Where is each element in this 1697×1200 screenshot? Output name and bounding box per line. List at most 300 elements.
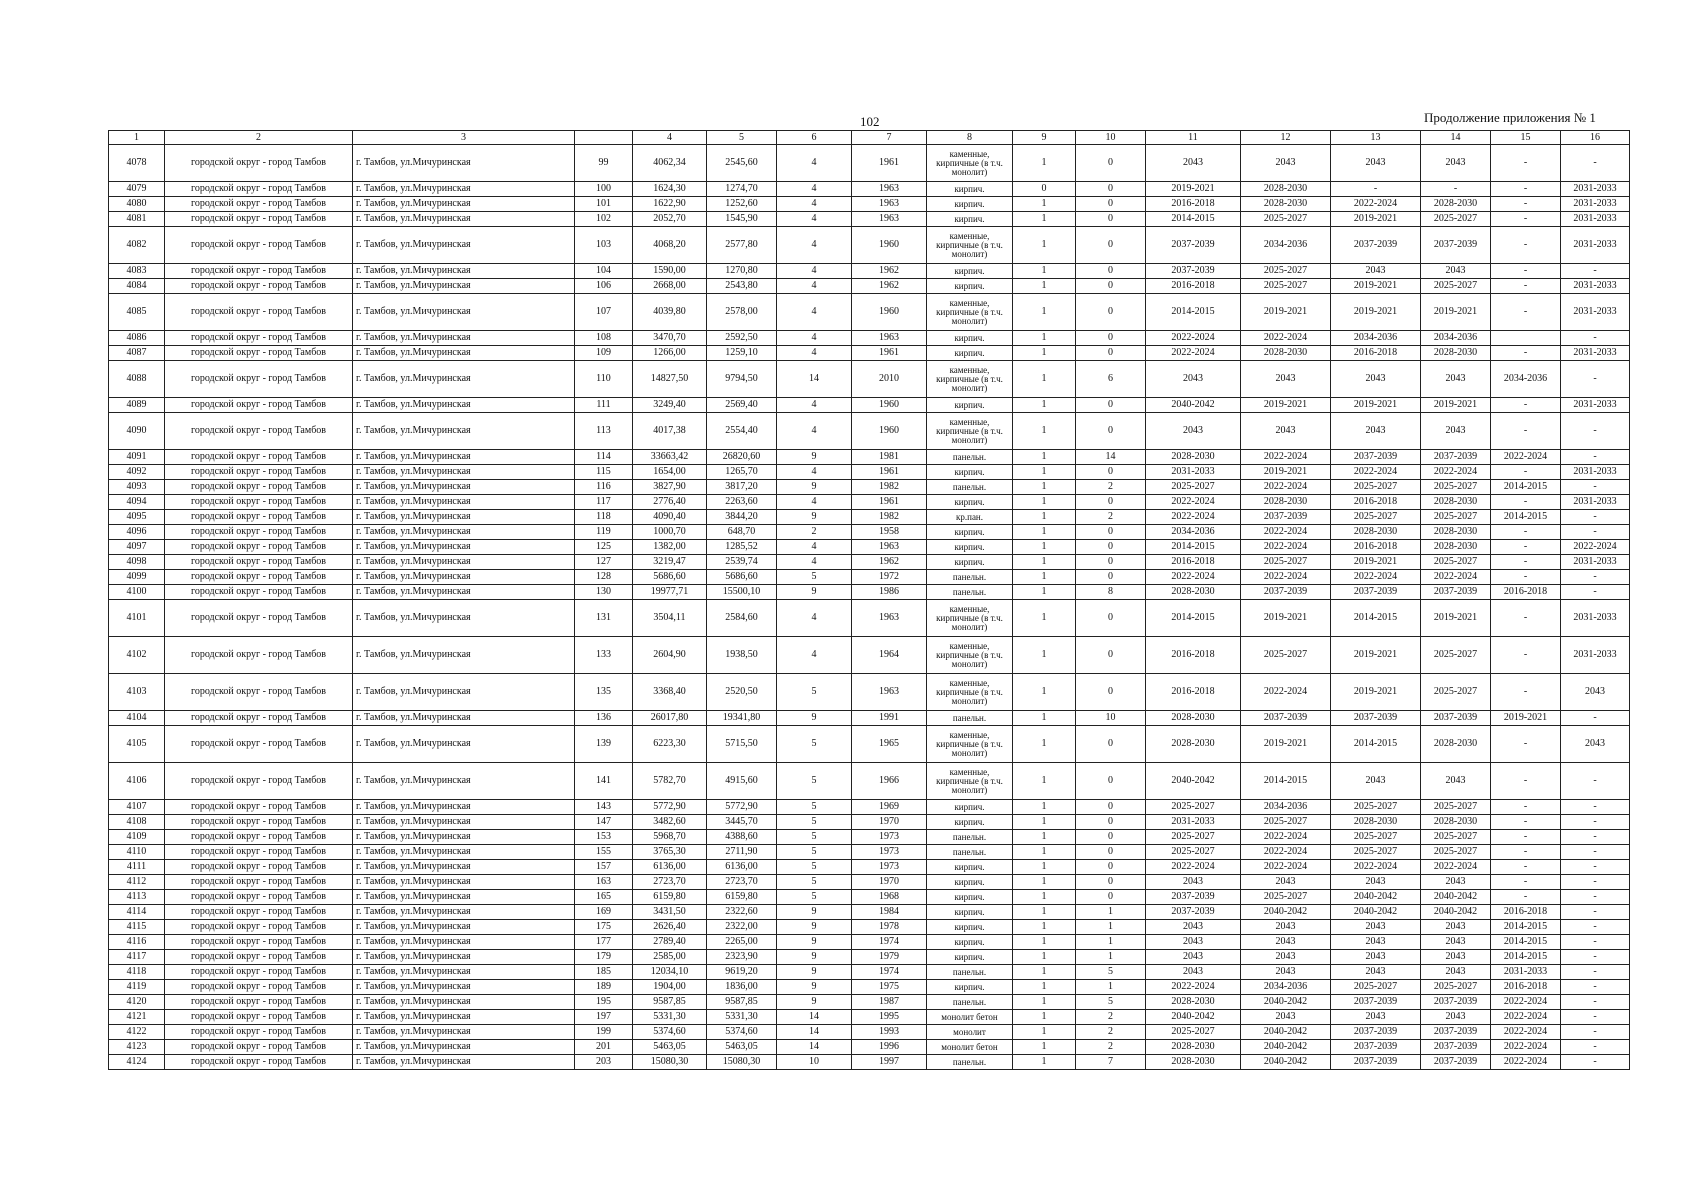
col-12-cell: 2043 (1241, 920, 1331, 935)
wall-material-cell: панельн. (927, 995, 1013, 1010)
municipality-cell: городской округ - город Тамбов (165, 980, 353, 995)
address-cell: г. Тамбов, ул.Мичуринская (353, 845, 575, 860)
total-area-cell: 2052,70 (633, 212, 707, 227)
table-row (109, 413, 1630, 450)
house-number-cell: 185 (575, 965, 633, 980)
wall-material-cell: кирпич. (927, 465, 1013, 480)
total-area-cell: 6223,30 (633, 726, 707, 763)
record-number-cell: 4084 (109, 279, 165, 294)
col-16-cell: - (1561, 570, 1630, 585)
col-10-cell: 0 (1076, 830, 1146, 845)
address-cell: г. Тамбов, ул.Мичуринская (353, 279, 575, 294)
floors-cell: 5 (777, 800, 852, 815)
col-12-cell: 2034-2036 (1241, 227, 1331, 264)
living-area-cell: 15500,10 (707, 585, 777, 600)
house-number-cell: 103 (575, 227, 633, 264)
total-area-cell: 1382,00 (633, 540, 707, 555)
living-area-cell: 5374,60 (707, 1025, 777, 1040)
municipality-cell: городской округ - город Тамбов (165, 279, 353, 294)
house-number-cell: 143 (575, 800, 633, 815)
col-12-cell: 2025-2027 (1241, 815, 1331, 830)
col-10-cell: 0 (1076, 465, 1146, 480)
table-row (109, 145, 1630, 182)
house-number-cell: 203 (575, 1055, 633, 1070)
record-number-cell: 4078 (109, 145, 165, 182)
year-built-cell: 2010 (852, 361, 927, 398)
year-built-cell: 1961 (852, 495, 927, 510)
total-area-cell: 3482,60 (633, 815, 707, 830)
total-area-cell: 5968,70 (633, 830, 707, 845)
col-13-cell: 2043 (1331, 1010, 1421, 1025)
total-area-cell: 1654,00 (633, 465, 707, 480)
living-area-cell: 5686,60 (707, 570, 777, 585)
col-12-cell: 2019-2021 (1241, 465, 1331, 480)
municipality-cell: городской округ - город Тамбов (165, 1055, 353, 1070)
municipality-cell: городской округ - город Тамбов (165, 480, 353, 495)
house-number-cell: 101 (575, 197, 633, 212)
col-13-cell: 2043 (1331, 950, 1421, 965)
col-15-cell: 2022-2024 (1491, 1040, 1561, 1055)
col-16-cell: 2031-2033 (1561, 197, 1630, 212)
house-number-cell: 100 (575, 182, 633, 197)
floors-cell: 4 (777, 600, 852, 637)
col-10-cell: 1 (1076, 905, 1146, 920)
year-built-cell: 1975 (852, 980, 927, 995)
municipality-cell: городской округ - город Тамбов (165, 890, 353, 905)
floors-cell: 9 (777, 905, 852, 920)
col-14-cell: 2043 (1421, 935, 1491, 950)
house-number-cell: 102 (575, 212, 633, 227)
record-number-cell: 4115 (109, 920, 165, 935)
municipality-cell: городской округ - город Тамбов (165, 920, 353, 935)
table-row (109, 540, 1630, 555)
col-13-cell: 2037-2039 (1331, 585, 1421, 600)
col-9-cell: 1 (1013, 264, 1076, 279)
house-number-cell: 116 (575, 480, 633, 495)
table-row (109, 480, 1630, 495)
living-area-cell: 1265,70 (707, 465, 777, 480)
col-10-cell: 0 (1076, 555, 1146, 570)
column-number-row (109, 131, 1630, 145)
col-14-cell: 2028-2030 (1421, 197, 1491, 212)
col-11-cell: 2040-2042 (1146, 398, 1241, 413)
table-row (109, 711, 1630, 726)
floors-cell: 9 (777, 935, 852, 950)
record-number-cell: 4110 (109, 845, 165, 860)
house-number-cell: 157 (575, 860, 633, 875)
col-14-cell: 2037-2039 (1421, 227, 1491, 264)
year-built-cell: 1961 (852, 465, 927, 480)
col-14-cell: 2025-2027 (1421, 674, 1491, 711)
house-number-cell: 201 (575, 1040, 633, 1055)
wall-material-cell: каменные, кирпичные (в т.ч. монолит) (927, 674, 1013, 711)
col-13-cell: 2025-2027 (1331, 510, 1421, 525)
municipality-cell: городской округ - город Тамбов (165, 346, 353, 361)
year-built-cell: 1970 (852, 815, 927, 830)
col-16-cell: - (1561, 995, 1630, 1010)
year-built-cell: 1964 (852, 637, 927, 674)
col-12-cell: 2025-2027 (1241, 637, 1331, 674)
total-area-cell: 19977,71 (633, 585, 707, 600)
living-area-cell: 2711,90 (707, 845, 777, 860)
col-16-cell: - (1561, 980, 1630, 995)
col-9-cell: 1 (1013, 495, 1076, 510)
table-row (109, 600, 1630, 637)
wall-material-cell: кирпич. (927, 495, 1013, 510)
col-14-cell: 2019-2021 (1421, 294, 1491, 331)
col-9-cell: 1 (1013, 197, 1076, 212)
living-area-cell: 648,70 (707, 525, 777, 540)
floors-cell: 9 (777, 585, 852, 600)
col-15-cell: 2034-2036 (1491, 361, 1561, 398)
municipality-cell: городской округ - город Тамбов (165, 413, 353, 450)
col-9-cell: 1 (1013, 413, 1076, 450)
floors-cell: 5 (777, 830, 852, 845)
col-10-cell: 5 (1076, 965, 1146, 980)
table-row (109, 1025, 1630, 1040)
col-10-cell: 7 (1076, 1055, 1146, 1070)
col-12-cell: 2037-2039 (1241, 711, 1331, 726)
col-13-cell: 2019-2021 (1331, 398, 1421, 413)
table-row (109, 1010, 1630, 1025)
col-12-cell: 2040-2042 (1241, 1055, 1331, 1070)
col-10-cell: 0 (1076, 726, 1146, 763)
living-area-cell: 19341,80 (707, 711, 777, 726)
col-14-cell: 2025-2027 (1421, 212, 1491, 227)
year-built-cell: 1974 (852, 935, 927, 950)
col-13-cell: 2034-2036 (1331, 331, 1421, 346)
address-cell: г. Тамбов, ул.Мичуринская (353, 830, 575, 845)
year-built-cell: 1968 (852, 890, 927, 905)
record-number-cell: 4121 (109, 1010, 165, 1025)
wall-material-cell: кирпич. (927, 890, 1013, 905)
municipality-cell: городской округ - город Тамбов (165, 450, 353, 465)
address-cell: г. Тамбов, ул.Мичуринская (353, 331, 575, 346)
col-10-cell: 2 (1076, 1040, 1146, 1055)
year-built-cell: 1961 (852, 346, 927, 361)
col-10-cell: 2 (1076, 510, 1146, 525)
col-15-cell: 2014-2015 (1491, 480, 1561, 495)
municipality-cell: городской округ - город Тамбов (165, 510, 353, 525)
record-number-cell: 4105 (109, 726, 165, 763)
col-15-cell: - (1491, 495, 1561, 510)
wall-material-cell: кирпич. (927, 264, 1013, 279)
col-14-cell: 2025-2027 (1421, 279, 1491, 294)
wall-material-cell: кирпич. (927, 346, 1013, 361)
col-9-cell: 1 (1013, 212, 1076, 227)
table-row (109, 830, 1630, 845)
col-11-cell: 2016-2018 (1146, 674, 1241, 711)
col-12-cell: 2019-2021 (1241, 398, 1331, 413)
col-11-cell: 2022-2024 (1146, 495, 1241, 510)
col-13-cell: 2037-2039 (1331, 450, 1421, 465)
house-number-cell: 189 (575, 980, 633, 995)
col-9-cell: 1 (1013, 145, 1076, 182)
col-14-cell: 2022-2024 (1421, 570, 1491, 585)
living-area-cell: 6159,80 (707, 890, 777, 905)
col-15-cell (1491, 331, 1561, 346)
table-row (109, 510, 1630, 525)
record-number-cell: 4113 (109, 890, 165, 905)
col-9-cell: 1 (1013, 800, 1076, 815)
year-built-cell: 1982 (852, 480, 927, 495)
col-9-cell: 1 (1013, 890, 1076, 905)
municipality-cell: городской округ - город Тамбов (165, 845, 353, 860)
year-built-cell: 1996 (852, 1040, 927, 1055)
floors-cell: 4 (777, 197, 852, 212)
address-cell: г. Тамбов, ул.Мичуринская (353, 227, 575, 264)
wall-material-cell: панельн. (927, 570, 1013, 585)
total-area-cell: 26017,80 (633, 711, 707, 726)
col-15-cell: 2022-2024 (1491, 1055, 1561, 1070)
col-9-cell: 1 (1013, 510, 1076, 525)
house-number-cell: 125 (575, 540, 633, 555)
col-13-cell: 2043 (1331, 413, 1421, 450)
total-area-cell: 2668,00 (633, 279, 707, 294)
col-10-cell: 0 (1076, 845, 1146, 860)
record-number-cell: 4123 (109, 1040, 165, 1055)
record-number-cell: 4087 (109, 346, 165, 361)
address-cell: г. Тамбов, ул.Мичуринская (353, 145, 575, 182)
table-row (109, 279, 1630, 294)
wall-material-cell: панельн. (927, 711, 1013, 726)
col-16-cell: - (1561, 1010, 1630, 1025)
municipality-cell: городской округ - город Тамбов (165, 145, 353, 182)
col-15-cell: - (1491, 212, 1561, 227)
year-built-cell: 1966 (852, 763, 927, 800)
col-15-cell: 2014-2015 (1491, 510, 1561, 525)
record-number-cell: 4120 (109, 995, 165, 1010)
wall-material-cell: кирпич. (927, 398, 1013, 413)
house-number-cell: 110 (575, 361, 633, 398)
record-number-cell: 4097 (109, 540, 165, 555)
col-9-cell: 1 (1013, 1025, 1076, 1040)
floors-cell: 5 (777, 845, 852, 860)
page-number: 102 (860, 114, 880, 129)
address-cell: г. Тамбов, ул.Мичуринская (353, 450, 575, 465)
col-12-cell: 2025-2027 (1241, 279, 1331, 294)
wall-material-cell: монолит бетон (927, 1010, 1013, 1025)
col-9-cell: 1 (1013, 398, 1076, 413)
col-16-cell: - (1561, 361, 1630, 398)
col-12-cell: 2022-2024 (1241, 860, 1331, 875)
column-header (575, 131, 633, 145)
col-9-cell: 1 (1013, 980, 1076, 995)
floors-cell: 5 (777, 815, 852, 830)
table-row (109, 726, 1630, 763)
col-15-cell: - (1491, 763, 1561, 800)
floors-cell: 4 (777, 294, 852, 331)
col-10-cell: 0 (1076, 875, 1146, 890)
living-area-cell: 2578,00 (707, 294, 777, 331)
table-row (109, 800, 1630, 815)
total-area-cell: 1624,30 (633, 182, 707, 197)
record-number-cell: 4095 (109, 510, 165, 525)
record-number-cell: 4104 (109, 711, 165, 726)
address-cell: г. Тамбов, ул.Мичуринская (353, 905, 575, 920)
wall-material-cell: каменные, кирпичные (в т.ч. монолит) (927, 361, 1013, 398)
col-14-cell: 2022-2024 (1421, 465, 1491, 480)
col-16-cell: - (1561, 525, 1630, 540)
house-number-cell: 114 (575, 450, 633, 465)
col-10-cell: 0 (1076, 815, 1146, 830)
col-15-cell: 2016-2018 (1491, 980, 1561, 995)
address-cell: г. Тамбов, ул.Мичуринская (353, 346, 575, 361)
year-built-cell: 1973 (852, 830, 927, 845)
record-number-cell: 4081 (109, 212, 165, 227)
address-cell: г. Тамбов, ул.Мичуринская (353, 711, 575, 726)
table-row (109, 905, 1630, 920)
col-14-cell: 2025-2027 (1421, 830, 1491, 845)
living-area-cell: 5463,05 (707, 1040, 777, 1055)
address-cell: г. Тамбов, ул.Мичуринская (353, 674, 575, 711)
address-cell: г. Тамбов, ул.Мичуринская (353, 465, 575, 480)
house-number-cell: 136 (575, 711, 633, 726)
col-9-cell: 1 (1013, 674, 1076, 711)
col-15-cell: - (1491, 197, 1561, 212)
col-15-cell: - (1491, 540, 1561, 555)
col-13-cell: 2022-2024 (1331, 570, 1421, 585)
municipality-cell: городской округ - город Тамбов (165, 763, 353, 800)
year-built-cell: 1963 (852, 212, 927, 227)
table-row (109, 555, 1630, 570)
col-11-cell: 2043 (1146, 920, 1241, 935)
house-number-cell: 163 (575, 875, 633, 890)
col-11-cell: 2028-2030 (1146, 450, 1241, 465)
municipality-cell: городской округ - город Тамбов (165, 398, 353, 413)
municipality-cell: городской округ - город Тамбов (165, 711, 353, 726)
total-area-cell: 5331,30 (633, 1010, 707, 1025)
year-built-cell: 1997 (852, 1055, 927, 1070)
address-cell: г. Тамбов, ул.Мичуринская (353, 361, 575, 398)
col-12-cell: 2028-2030 (1241, 197, 1331, 212)
col-10-cell: 0 (1076, 763, 1146, 800)
col-12-cell: 2043 (1241, 935, 1331, 950)
col-9-cell: 1 (1013, 294, 1076, 331)
col-14-cell: 2019-2021 (1421, 398, 1491, 413)
table-row (109, 995, 1630, 1010)
floors-cell: 10 (777, 1055, 852, 1070)
wall-material-cell: кирпич. (927, 875, 1013, 890)
col-15-cell: - (1491, 600, 1561, 637)
table-row (109, 875, 1630, 890)
address-cell: г. Тамбов, ул.Мичуринская (353, 570, 575, 585)
table-row (109, 815, 1630, 830)
year-built-cell: 1965 (852, 726, 927, 763)
col-12-cell: 2043 (1241, 361, 1331, 398)
address-cell: г. Тамбов, ул.Мичуринская (353, 1040, 575, 1055)
col-9-cell: 1 (1013, 763, 1076, 800)
col-9-cell: 1 (1013, 950, 1076, 965)
living-area-cell: 2323,90 (707, 950, 777, 965)
record-number-cell: 4124 (109, 1055, 165, 1070)
address-cell: г. Тамбов, ул.Мичуринская (353, 600, 575, 637)
col-10-cell: 0 (1076, 800, 1146, 815)
col-16-cell: - (1561, 585, 1630, 600)
living-area-cell: 1259,10 (707, 346, 777, 361)
table-row (109, 450, 1630, 465)
col-10-cell: 2 (1076, 480, 1146, 495)
year-built-cell: 1960 (852, 398, 927, 413)
wall-material-cell: кирпич. (927, 905, 1013, 920)
address-cell: г. Тамбов, ул.Мичуринская (353, 637, 575, 674)
living-area-cell: 4388,60 (707, 830, 777, 845)
col-14-cell: 2019-2021 (1421, 600, 1491, 637)
record-number-cell: 4117 (109, 950, 165, 965)
municipality-cell: городской округ - город Тамбов (165, 182, 353, 197)
total-area-cell: 3765,30 (633, 845, 707, 860)
col-11-cell: 2028-2030 (1146, 995, 1241, 1010)
municipality-cell: городской округ - город Тамбов (165, 465, 353, 480)
col-14-cell: 2043 (1421, 264, 1491, 279)
col-9-cell: 1 (1013, 570, 1076, 585)
table-row (109, 980, 1630, 995)
address-cell: г. Тамбов, ул.Мичуринская (353, 480, 575, 495)
year-built-cell: 1958 (852, 525, 927, 540)
table-row (109, 495, 1630, 510)
col-14-cell: 2043 (1421, 763, 1491, 800)
col-13-cell: 2043 (1331, 361, 1421, 398)
col-13-cell: 2016-2018 (1331, 495, 1421, 510)
table-row (109, 227, 1630, 264)
wall-material-cell: кирпич. (927, 800, 1013, 815)
total-area-cell: 33663,42 (633, 450, 707, 465)
living-area-cell: 1545,90 (707, 212, 777, 227)
housing-register-table (108, 130, 1630, 1070)
living-area-cell: 2263,60 (707, 495, 777, 510)
living-area-cell: 5715,50 (707, 726, 777, 763)
col-12-cell: 2022-2024 (1241, 480, 1331, 495)
year-built-cell: 1963 (852, 182, 927, 197)
col-16-cell: - (1561, 763, 1630, 800)
col-16-cell: 2031-2033 (1561, 346, 1630, 361)
house-number-cell: 107 (575, 294, 633, 331)
wall-material-cell: каменные, кирпичные (в т.ч. монолит) (927, 294, 1013, 331)
col-11-cell: 2025-2027 (1146, 1025, 1241, 1040)
col-16-cell: - (1561, 413, 1630, 450)
living-area-cell: 9587,85 (707, 995, 777, 1010)
municipality-cell: городской округ - город Тамбов (165, 525, 353, 540)
record-number-cell: 4094 (109, 495, 165, 510)
col-14-cell: 2043 (1421, 1010, 1491, 1025)
col-10-cell: 2 (1076, 1010, 1146, 1025)
municipality-cell: городской округ - город Тамбов (165, 950, 353, 965)
col-12-cell: 2022-2024 (1241, 331, 1331, 346)
living-area-cell: 2322,60 (707, 905, 777, 920)
col-13-cell: 2037-2039 (1331, 1025, 1421, 1040)
table-row (109, 965, 1630, 980)
living-area-cell: 2539,74 (707, 555, 777, 570)
municipality-cell: городской округ - город Тамбов (165, 212, 353, 227)
col-13-cell: 2028-2030 (1331, 815, 1421, 830)
record-number-cell: 4107 (109, 800, 165, 815)
table-row (109, 637, 1630, 674)
table-row (109, 860, 1630, 875)
municipality-cell: городской округ - город Тамбов (165, 995, 353, 1010)
col-16-cell: 2031-2033 (1561, 182, 1630, 197)
col-9-cell: 1 (1013, 585, 1076, 600)
wall-material-cell: кирпич. (927, 860, 1013, 875)
col-10-cell: 0 (1076, 637, 1146, 674)
wall-material-cell: кирпич. (927, 212, 1013, 227)
col-12-cell: 2022-2024 (1241, 540, 1331, 555)
floors-cell: 4 (777, 227, 852, 264)
col-13-cell: 2019-2021 (1331, 212, 1421, 227)
col-13-cell: 2019-2021 (1331, 555, 1421, 570)
col-14-cell: 2028-2030 (1421, 726, 1491, 763)
table-row (109, 845, 1630, 860)
column-header: 5 (707, 131, 777, 145)
